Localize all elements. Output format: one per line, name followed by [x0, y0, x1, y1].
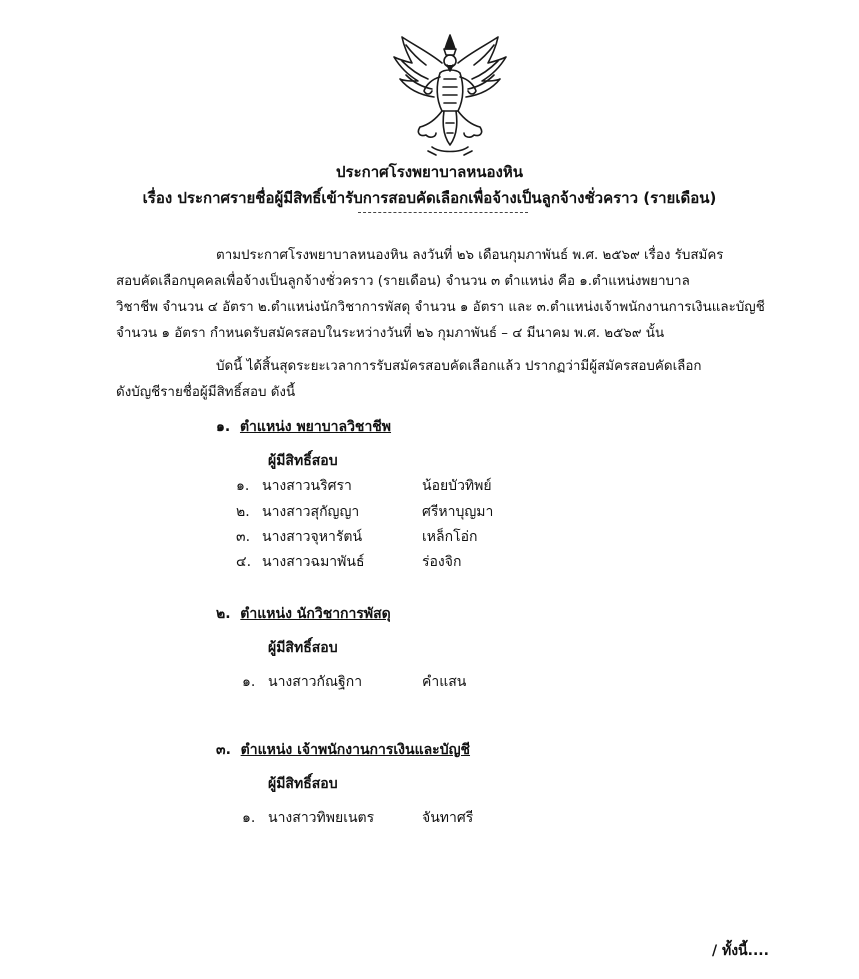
eligible-heading: ผู้มีสิทธิ์สอบ [268, 640, 338, 656]
candidate-number: ๒. [236, 504, 250, 520]
paragraph-1-line-4: จำนวน ๑ อัตรา กำหนดรับสมัครสอบในระหว่างวันที่ ๒๖ กุมภาพันธ์ – ๔ มีนาคม พ.ศ. ๒๕๖๙ นั้น [116, 326, 665, 341]
candidate-first-name: นางสาวกัณฐิกา [268, 674, 363, 690]
candidate-last-name: น้อยบัวทิพย์ [422, 478, 492, 494]
candidate-last-name: คำแสน [422, 674, 467, 690]
paragraph-2-line-2: ดังบัญชีรายชื่อผู้มีสิทธิ์สอบ ดังนี้ [116, 385, 296, 400]
section-label: ตำแหน่ง นักวิชาการพัสดุ [240, 606, 391, 622]
paragraph-1-line-1: ตามประกาศโรงพยาบาลหนองหิน ลงวันที่ ๒๖ เดือนกุมภาพันธ์ พ.ศ. ๒๕๖๙ เรื่อง รับสมัคร [216, 248, 724, 263]
candidate-last-name: ศรีหาบุญมา [422, 504, 494, 520]
candidate-last-name: ร่องจิก [422, 554, 462, 570]
candidate-number: ๓. [236, 529, 251, 545]
section-heading [216, 739, 470, 761]
candidate-first-name: นางสาวฉมาพันธ์ [262, 554, 365, 570]
section-heading [216, 603, 391, 625]
section-number: ๑. [216, 419, 231, 435]
paragraph-1-line-3: วิชาชีพ จำนวน ๔ อัตรา ๒.ตำแหน่งนักวิชาการพัสดุ จำนวน ๑ อัตรา และ ๓.ตำแหน่งเจ้าพนักงานการเงินและบัญชี [116, 300, 765, 315]
section-number: ๒. [216, 606, 231, 622]
candidate-first-name: นางสาวทิพยเนตร [268, 810, 375, 826]
candidate-last-name: เหล็กโอ่ก [422, 529, 478, 545]
candidate-number: ๑. [242, 674, 256, 690]
section-heading [216, 416, 391, 438]
section-label: ตำแหน่ง เจ้าพนักงานการเงินและบัญชี [240, 742, 471, 758]
candidate-first-name: นางสาวจุหารัตน์ [262, 529, 363, 545]
paragraph-1-line-2: สอบคัดเลือกบุคคลเพื่อจ้างเป็นลูกจ้างชั่วคราว (รายเดือน) จำนวน ๓ ตำแหน่ง คือ ๑.ตำแหน่งพยาบาล [116, 274, 690, 289]
candidate-last-name: จันทาศรี [422, 810, 474, 826]
title-divider [358, 212, 528, 213]
candidate-first-name: นางสาวสุกัญญา [262, 504, 360, 520]
document-title: ประกาศโรงพยาบาลหนองหิน [336, 163, 523, 181]
candidate-number: ๑. [242, 810, 256, 826]
candidate-number: ๑. [236, 478, 250, 494]
garuda-emblem-icon [392, 33, 508, 157]
document-subject: เรื่อง ประกาศรายชื่อผู้มีสิทธิ์เข้ารับการสอบคัดเลือกเพื่อจ้างเป็นลูกจ้างชั่วคราว (รายเดือน) [142, 189, 717, 207]
section-number: ๓. [216, 742, 231, 758]
eligible-heading: ผู้มีสิทธิ์สอบ [268, 453, 338, 469]
eligible-heading: ผู้มีสิทธิ์สอบ [268, 776, 338, 792]
candidate-number: ๔. [236, 554, 252, 570]
paragraph-2-line-1: บัดนี้ ได้สิ้นสุดระยะเวลาการรับสมัครสอบคัดเลือกแล้ว ปรากฏว่ามีผู้สมัครสอบคัดเลือก [216, 359, 702, 374]
continuation-text: / ทั้งนี้.... [712, 943, 769, 959]
candidate-first-name: นางสาวนริศรา [262, 478, 352, 494]
section-label: ตำแหน่ง พยาบาลวิชาชีพ [239, 419, 392, 435]
